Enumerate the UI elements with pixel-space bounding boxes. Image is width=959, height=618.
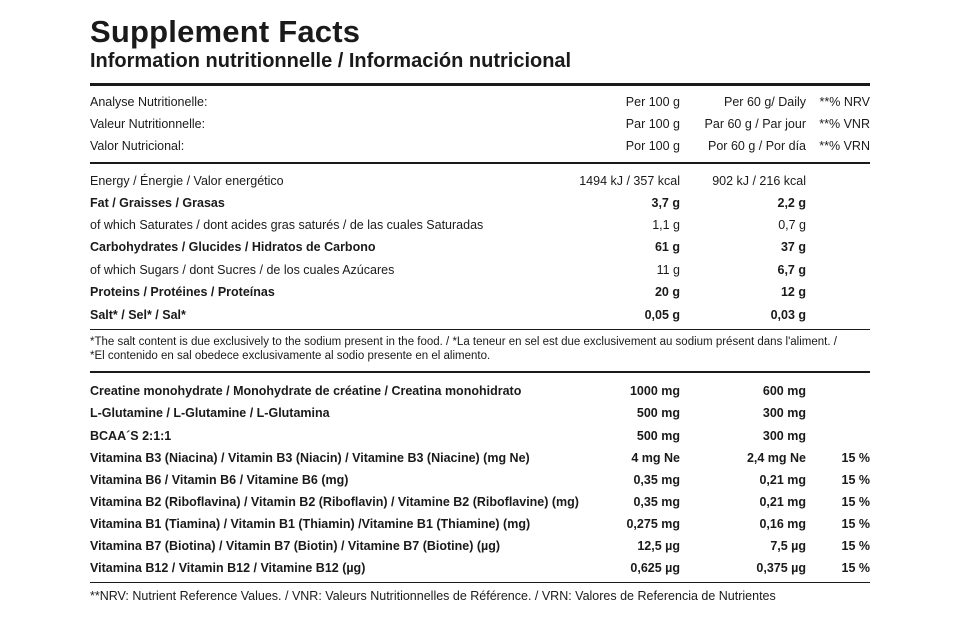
legend-row: Valeur Nutritionnelle: Par 100 g Par 60 g / Par jour **% VNR <box>90 117 870 131</box>
salt-note-line: *The salt content is due exclusively to the sodium present in the food. / *La teneur en sel est due exclusivement au sodium présent dans l'aliment. / <box>90 336 837 348</box>
table-row: Salt* / Sel* / Sal* 0,05 g 0,03 g <box>90 308 806 322</box>
bottom-rule <box>90 582 870 583</box>
table-row: BCAA´S 2:1:1 500 mg 300 mg <box>90 429 806 443</box>
legend-row: Valor Nutricional: Por 100 g Por 60 g / Por día **% VRN <box>90 139 870 153</box>
table-row: Carbohydrates / Glucides / Hidratos de Carbono 61 g 37 g <box>90 240 806 254</box>
table-row: Vitamina B7 (Biotina) / Vitamin B7 (Biotin) / Vitamine B7 (Biotine) (µg) 12,5 µg 7,5 µg 15 % <box>90 539 870 553</box>
table-row: Fat / Graisses / Grasas 3,7 g 2,2 g <box>90 196 806 210</box>
table-row: Vitamina B1 (Tiamina) / Vitamin B1 (Thiamin) /Vitamine B1 (Thiamine) (mg) 0,275 mg 0,16 mg 15 % <box>90 517 870 531</box>
salt-note <box>90 335 870 363</box>
thin-divider <box>90 329 870 330</box>
section-divider <box>90 371 870 373</box>
table-row: Creatine monohydrate / Monohydrate de créatine / Creatina monohidrato 1000 mg 600 mg <box>90 384 806 398</box>
table-row: Vitamina B2 (Riboflavina) / Vitamin B2 (Riboflavin) / Vitamine B2 (Riboflavine) (mg) 0,35 mg 0,21 mg 15 % <box>90 495 870 509</box>
table-row: of which Sugars / dont Sucres / de los cuales Azúcares 11 g 6,7 g <box>90 263 806 277</box>
page-subtitle: Information nutritionnelle / Información nutricional <box>90 50 572 72</box>
table-row: of which Saturates / dont acides gras saturés / de las cuales Saturadas 1,1 g 0,7 g <box>90 218 806 232</box>
table-row: L-Glutamine / L-Glutamine / L-Glutamina 500 mg 300 mg <box>90 406 806 420</box>
top-thick-rule <box>90 83 870 86</box>
table-row: Vitamina B6 / Vitamin B6 / Vitamine B6 (mg) 0,35 mg 0,21 mg 15 % <box>90 473 870 487</box>
table-row: Vitamina B12 / Vitamin B12 / Vitamine B12 (µg) 0,625 µg 0,375 µg 15 % <box>90 561 870 575</box>
table-row: Proteins / Protéines / Proteínas 20 g 12 g <box>90 285 806 299</box>
page-title: Supplement Facts <box>90 14 361 49</box>
table-row: Vitamina B3 (Niacina) / Vitamin B3 (Niacin) / Vitamine B3 (Niacine) (mg Ne) 4 mg Ne 2,4 mg Ne 15 % <box>90 451 870 465</box>
salt-note-line: *El contenido en sal obedece exclusivamente al sodio presente en el alimento. <box>90 350 491 362</box>
section-divider <box>90 162 870 164</box>
footnote: **NRV: Nutrient Reference Values. / VNR: Valeurs Nutritionnelles de Référence. / VRN: Valores de Referencia de Nutrientes <box>90 589 776 603</box>
legend-row: Analyse Nutritionelle: Per 100 g Per 60 g/ Daily **% NRV <box>90 95 870 109</box>
table-row: Energy / Énergie / Valor energético 1494 kJ / 357 kcal 902 kJ / 216 kcal <box>90 174 806 188</box>
